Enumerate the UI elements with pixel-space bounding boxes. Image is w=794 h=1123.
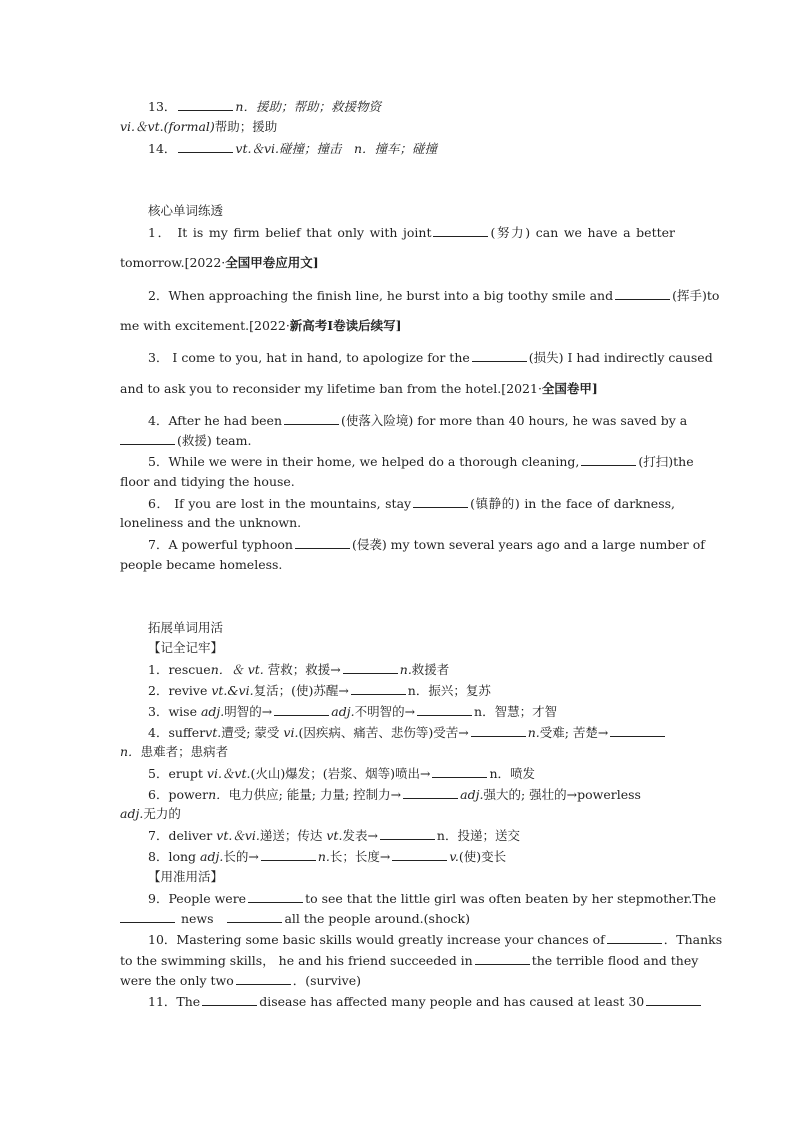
question-text: 7．A powerful typhoon	[148, 537, 293, 552]
question-text: all the people around.(shock)	[284, 911, 470, 926]
expand-item-5	[148, 765, 675, 782]
question-7-cont	[120, 557, 675, 573]
vocab-definition: vt.＆vi.碰撞；撞击 n．撞车；碰撞	[235, 141, 438, 156]
question-11	[148, 993, 675, 1010]
definition: 救援者	[411, 662, 450, 677]
part-of-speech: vt.	[205, 725, 222, 740]
answer-blank[interactable]	[472, 349, 527, 362]
section-heading-expand: 拓展单词用活	[148, 620, 224, 635]
question-7	[148, 536, 705, 553]
answer-blank[interactable]	[475, 952, 530, 965]
question-text: me with excitement.[2022·	[120, 318, 290, 333]
headword: 1．rescue	[148, 662, 211, 677]
item-number: 13．	[148, 99, 177, 114]
expand-item-1	[148, 661, 675, 678]
definition: 电力供应; 能量; 力量; 控制力→	[228, 787, 402, 802]
answer-blank[interactable]	[261, 848, 316, 861]
expand-item-7	[148, 827, 675, 844]
subheading-memorize: 【记全记牢】	[148, 640, 224, 655]
question-10	[148, 931, 723, 948]
item-number: 14．	[148, 141, 177, 156]
definition: 受难; 苦楚→	[539, 725, 609, 740]
answer-blank[interactable]	[607, 931, 662, 944]
answer-blank[interactable]	[615, 287, 670, 300]
definition: (因疾病、痛苦、悲伤等)受苦→	[298, 725, 469, 740]
part-of-speech: vt.&vi.	[211, 683, 254, 698]
question-5	[148, 453, 694, 470]
answer-blank[interactable]	[581, 453, 636, 466]
part-of-speech: vt.	[326, 828, 343, 843]
question-2-cont	[120, 318, 675, 334]
definition: 强大的; 强壮的→powerless	[483, 787, 641, 802]
part-of-speech: vi.＆vt.(formal)	[120, 119, 215, 134]
question-text: 10．Mastering some basic skills would greatly increase your chances of	[148, 932, 605, 947]
part-of-speech: adj.	[200, 849, 224, 864]
definition: 患难者；患病者	[140, 744, 229, 759]
question-text: 11．The	[148, 994, 201, 1009]
answer-blank[interactable]	[178, 140, 233, 153]
question-3	[148, 349, 713, 366]
vocab-line-13-cont	[120, 119, 675, 135]
expand-item-8	[148, 848, 675, 865]
answer-blank[interactable]	[403, 786, 458, 799]
answer-blank[interactable]	[432, 765, 487, 778]
headword: 2．revive	[148, 683, 208, 698]
part-of-speech: vi.＆vt.	[206, 766, 251, 781]
definition: n．智慧；才智	[474, 704, 558, 719]
part-of-speech: v.	[449, 849, 459, 864]
answer-blank[interactable]	[295, 536, 350, 549]
question-text: (侵袭) my town several years ago and a large number of	[351, 537, 705, 552]
answer-blank[interactable]	[413, 495, 468, 508]
question-text: 6． If you are lost in the mountains, stay	[148, 496, 412, 511]
expand-item-2	[148, 682, 675, 699]
part-of-speech: n．＆ vt.	[210, 662, 264, 677]
definition: 复活；(使)苏醒→	[253, 683, 349, 698]
question-text: (打扫)the	[638, 454, 694, 469]
question-text: were the only two	[120, 973, 234, 988]
definition: 长；长度→	[329, 849, 391, 864]
question-text: (损失) I had indirectly caused	[528, 350, 713, 365]
headword: 7．deliver	[148, 828, 213, 843]
headword: 3．wise	[148, 704, 197, 719]
answer-blank[interactable]	[380, 827, 435, 840]
question-text: (挥手)to	[672, 288, 720, 303]
question-text: 9．People were	[148, 891, 247, 906]
definition: (使)变长	[458, 849, 507, 864]
question-9-cont	[120, 910, 675, 927]
headword: 6．power	[148, 787, 209, 802]
subheading-use: 【用准用活】	[148, 869, 224, 884]
question-text: 4．After he had been	[148, 413, 283, 428]
question-9	[148, 890, 717, 907]
expand-item-4	[148, 724, 675, 741]
answer-blank[interactable]	[610, 724, 665, 737]
question-1	[148, 224, 675, 241]
vocab-definition: n．援助；帮助；救援物资	[235, 99, 381, 114]
answer-blank[interactable]	[202, 993, 257, 1006]
question-text: people became homeless.	[120, 557, 283, 572]
answer-blank[interactable]	[417, 703, 472, 716]
question-5-cont	[120, 474, 675, 490]
expand-item-6	[148, 786, 675, 803]
question-6	[148, 495, 675, 512]
answer-blank[interactable]	[248, 890, 303, 903]
question-text: 5．While we were in their home, we helped do a thorough cleaning,	[148, 454, 580, 469]
expand-item-3	[148, 703, 675, 720]
source-citation: 新高考Ⅰ卷读后续写]	[289, 318, 402, 333]
question-10-cont2	[120, 972, 675, 989]
headword: 5．erupt	[148, 766, 203, 781]
definition: n．喷发	[489, 766, 536, 781]
answer-blank[interactable]	[236, 972, 291, 985]
question-text: to see that the little girl was often beaten by her stepmother.The	[305, 891, 717, 906]
part-of-speech: vi.	[283, 725, 299, 740]
definition: 不明智的→	[354, 704, 416, 719]
answer-blank[interactable]	[178, 98, 233, 111]
part-of-speech: vt.＆vi.	[216, 828, 260, 843]
question-10-cont	[120, 952, 699, 969]
question-6-cont	[120, 515, 675, 531]
answer-blank[interactable]	[471, 724, 526, 737]
vocab-definition: 帮助；援助	[214, 119, 278, 134]
answer-blank[interactable]	[120, 432, 175, 445]
question-2	[148, 287, 720, 304]
question-4-cont	[120, 432, 675, 449]
definition: 长的→	[223, 849, 259, 864]
part-of-speech: adj.	[331, 704, 355, 719]
headword: 8．long	[148, 849, 197, 864]
definition: n．振兴；复苏	[407, 683, 491, 698]
question-text: ．(survive)	[292, 973, 361, 988]
question-text: the terrible flood and they	[531, 953, 699, 968]
question-text: 2．When approaching the finish line, he burst into a big toothy smile and	[148, 288, 614, 303]
question-1-cont	[120, 255, 675, 271]
definition: 营救；救援→	[267, 662, 341, 677]
question-text: to the swimming skills， he and his friend succeeded in	[120, 953, 473, 968]
question-text: ．Thanks	[663, 932, 723, 947]
question-text: (努力) can we have a better	[490, 225, 675, 240]
source-citation: 全国甲卷应用文]	[225, 255, 319, 270]
question-text: (镇静的) in the face of darkness,	[470, 496, 676, 511]
part-of-speech: n．	[120, 744, 141, 759]
definition: n．投递；送交	[436, 828, 520, 843]
answer-blank[interactable]	[343, 661, 398, 674]
vocab-line-14	[148, 140, 675, 157]
part-of-speech: adj.	[460, 787, 484, 802]
question-text: news	[180, 911, 214, 926]
definition: 递送；传达	[259, 828, 323, 843]
answer-blank[interactable]	[433, 224, 488, 237]
definition: 遭受; 蒙受	[221, 725, 280, 740]
definition: 明智的→	[224, 704, 273, 719]
vocab-line-13	[148, 98, 675, 115]
question-4	[148, 412, 688, 429]
part-of-speech: adj.	[200, 704, 225, 719]
answer-blank[interactable]	[227, 910, 282, 923]
definition: 无力的	[143, 806, 181, 821]
question-text: (救援) team.	[177, 433, 252, 448]
section-heading-core: 核心单词练透	[148, 203, 224, 218]
answer-blank[interactable]	[392, 848, 447, 861]
answer-blank[interactable]	[284, 412, 339, 425]
question-text: disease has affected many people and has caused at least 30	[259, 994, 645, 1009]
answer-blank[interactable]	[646, 993, 701, 1006]
question-text: (使落入险境) for more than 40 hours, he was saved by a	[341, 413, 688, 428]
question-text: 1． It is my firm belief that only with joint	[148, 225, 432, 240]
question-3-cont	[120, 381, 675, 397]
question-text: floor and tidying the house.	[120, 474, 295, 489]
part-of-speech: n.	[399, 662, 412, 677]
question-text: and to ask you to reconsider my lifetime ban from the hotel.[2021·	[120, 381, 542, 396]
part-of-speech: n.	[317, 849, 330, 864]
source-citation: 全国卷甲]	[541, 381, 598, 396]
part-of-speech: n．	[208, 787, 229, 802]
answer-blank[interactable]	[351, 682, 406, 695]
expand-item-6-cont	[120, 806, 675, 822]
answer-blank[interactable]	[120, 910, 175, 923]
question-text: 3． I come to you, hat in hand, to apologize for the	[148, 350, 470, 365]
definition: (火山)爆发；(岩浆、烟等)喷出→	[250, 766, 431, 781]
part-of-speech: n.	[527, 725, 540, 740]
headword: 4．suffer	[148, 725, 206, 740]
part-of-speech: adj.	[120, 806, 144, 821]
definition: 发表→	[342, 828, 378, 843]
answer-blank[interactable]	[274, 703, 329, 716]
question-text: tomorrow.[2022·	[120, 255, 226, 270]
expand-item-4-cont	[120, 744, 675, 760]
question-text: loneliness and the unknown.	[120, 515, 302, 530]
